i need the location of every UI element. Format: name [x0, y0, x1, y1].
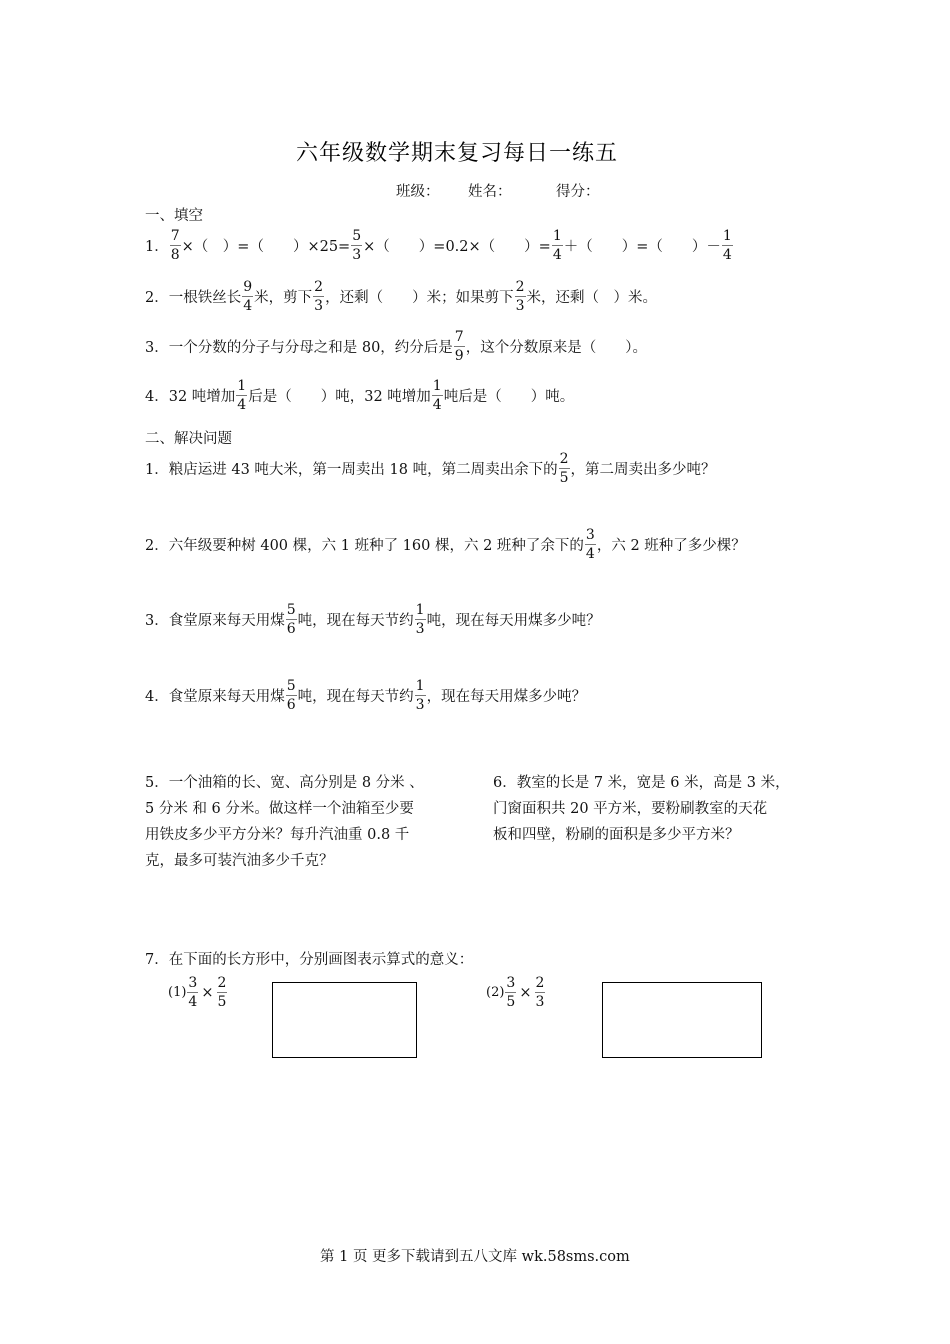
- s1-q1-text3: ＋（ ）=（ ）－: [563, 239, 721, 255]
- s1-q1-no: 1．: [145, 239, 169, 255]
- times-sign: ×: [519, 984, 532, 1001]
- s1-q3-text1: 一个分数的分子与分母之和是 80，约分后是: [168, 340, 453, 356]
- s1-q2-text3: ，还剩（ ）米；如果剪下: [325, 290, 514, 306]
- s2-q3-text3: 吨，现在每天用煤多少吨？: [426, 613, 601, 629]
- s1-q3-no: 3．: [145, 340, 169, 356]
- fraction: $\frac{2}{3}$: [515, 279, 525, 314]
- s1-q4-text3: 吨后是（ ）吨。: [443, 389, 575, 405]
- fraction: $\frac{5}{6}$: [286, 602, 296, 637]
- fraction: $\frac{1}{4}$: [237, 378, 247, 413]
- s2-q3-text2: 吨，现在每天节约: [297, 613, 414, 629]
- s1-q1-text1: ×（ ）=（ ）×25=: [181, 239, 351, 255]
- s1-q2-text1: 一根铁丝长: [168, 290, 242, 306]
- fraction: $\frac{1}{4}$: [432, 378, 442, 413]
- fraction: $\frac{1}{4}$: [552, 228, 562, 263]
- s2-q3-text1: 食堂原来每天用煤: [168, 613, 285, 629]
- s2-q5-line: 5 分米 和 6 分米。做这样一个油箱至少要: [145, 801, 414, 817]
- fraction: $\frac{5}{3}$: [352, 228, 362, 263]
- s2-q4-text2: 吨，现在每天节约: [297, 689, 414, 705]
- s2-q2-no: 2．: [145, 538, 169, 554]
- fraction: $\frac{2}{5}$: [217, 975, 227, 1010]
- fraction: $\frac{2}{3}$: [535, 975, 545, 1010]
- fraction: $\frac{3}{5}$: [506, 975, 516, 1010]
- page-title: 六年级数学期末复习每日一练五: [296, 141, 619, 166]
- section1-heading: 一、填空: [145, 208, 203, 224]
- fraction: $\frac{1}{3}$: [415, 602, 425, 637]
- s1-q4: [145, 379, 574, 412]
- s2-q7-text: 在下面的长方形中，分别画图表示算式的意义：: [168, 952, 474, 968]
- s2-q4: [145, 679, 586, 712]
- s2-q6-line: 板和四壁，粉刷的面积是多少平方米？: [493, 827, 740, 843]
- s1-q2-no: 2．: [145, 290, 169, 306]
- section2-heading: 二、解决问题: [145, 431, 232, 447]
- s2-q5-line: 一个油箱的长、宽、高分别是 8 分米 、: [168, 775, 424, 791]
- score-label: 得分：: [556, 184, 600, 200]
- drawing-rectangle-1[interactable]: [272, 982, 417, 1058]
- fraction: $\frac{2}{3}$: [314, 279, 324, 314]
- fraction: $\frac{7}{8}$: [170, 228, 180, 263]
- class-label: 班级：: [396, 184, 440, 200]
- s2-q4-text3: ，现在每天用煤多少吨？: [426, 689, 587, 705]
- fraction: $\frac{1}{4}$: [722, 228, 732, 263]
- page-footer: 第 1 页 更多下载请到五八文库 wk.58sms.com: [320, 1249, 630, 1265]
- s1-q2-text2: 米，剪下: [254, 290, 313, 306]
- s2-q6-line: 教室的长是 7 米，宽是 6 米，高是 3 米，: [516, 775, 790, 791]
- times-sign: ×: [201, 984, 214, 1001]
- s2-q2: [145, 528, 746, 561]
- s2-q1: [145, 452, 716, 485]
- s2-q4-text1: 食堂原来每天用煤: [168, 689, 285, 705]
- s2-q1-no: 1．: [145, 462, 169, 478]
- s2-q4-no: 4．: [145, 689, 169, 705]
- s2-q5: [145, 770, 424, 874]
- s1-q1-text2: ×（ ）=0.2×（ ）=: [363, 239, 551, 255]
- fraction: $\frac{2}{5}$: [559, 451, 569, 486]
- s2-q5-no: 5．: [145, 775, 169, 791]
- s2-q3: [145, 603, 601, 636]
- fraction: $\frac{3}{4}$: [585, 527, 595, 562]
- s2-q6-line: 门窗面积共 20 平方米，要粉刷教室的天花: [493, 801, 768, 817]
- s2-q5-line: 用铁皮多少平方分米？每升汽油重 0.8 千: [145, 827, 410, 843]
- s2-q6-no: 6．: [493, 775, 517, 791]
- s2-q5-line: 克，最多可装汽油多少千克？: [145, 853, 334, 869]
- s1-q3-text2: ，这个分数原来是（ ）。: [465, 340, 647, 356]
- fraction: $\frac{9}{4}$: [243, 279, 253, 314]
- q7-expression-2: [486, 976, 546, 1009]
- name-label: 姓名：: [468, 184, 512, 200]
- q7-expression-1: [168, 976, 228, 1009]
- s2-q6: [493, 770, 790, 848]
- drawing-rectangle-2[interactable]: [602, 982, 762, 1058]
- fraction: $\frac{7}{9}$: [454, 329, 464, 364]
- q7-p1-label: (1): [168, 985, 187, 1000]
- s2-q2-text2: ，六 2 班种了多少棵？: [596, 538, 746, 554]
- s1-q2-text4: 米，还剩（ ）米。: [526, 290, 657, 306]
- q7-p2-label: (2): [486, 985, 505, 1000]
- s2-q3-no: 3．: [145, 613, 169, 629]
- fraction: $\frac{1}{3}$: [415, 678, 425, 713]
- s2-q7: [145, 948, 473, 969]
- s1-q1: [145, 229, 734, 262]
- s2-q1-text2: ，第二周卖出多少吨？: [570, 462, 716, 478]
- s2-q7-no: 7．: [145, 952, 169, 968]
- s1-q4-text1: 32 吨增加: [168, 389, 236, 405]
- s1-q4-no: 4．: [145, 389, 169, 405]
- s1-q2: [145, 280, 657, 313]
- fraction: $\frac{5}{6}$: [286, 678, 296, 713]
- s2-q2-text1: 六年级要种树 400 棵，六 1 班种了 160 棵，六 2 班种了余下的: [168, 538, 584, 554]
- s2-q1-text1: 粮店运进 43 吨大米，第一周卖出 18 吨，第二周卖出余下的: [168, 462, 558, 478]
- fraction: $\frac{3}{4}$: [188, 975, 198, 1010]
- s1-q4-text2: 后是（ ）吨，32 吨增加: [248, 389, 431, 405]
- s1-q3: [145, 330, 647, 363]
